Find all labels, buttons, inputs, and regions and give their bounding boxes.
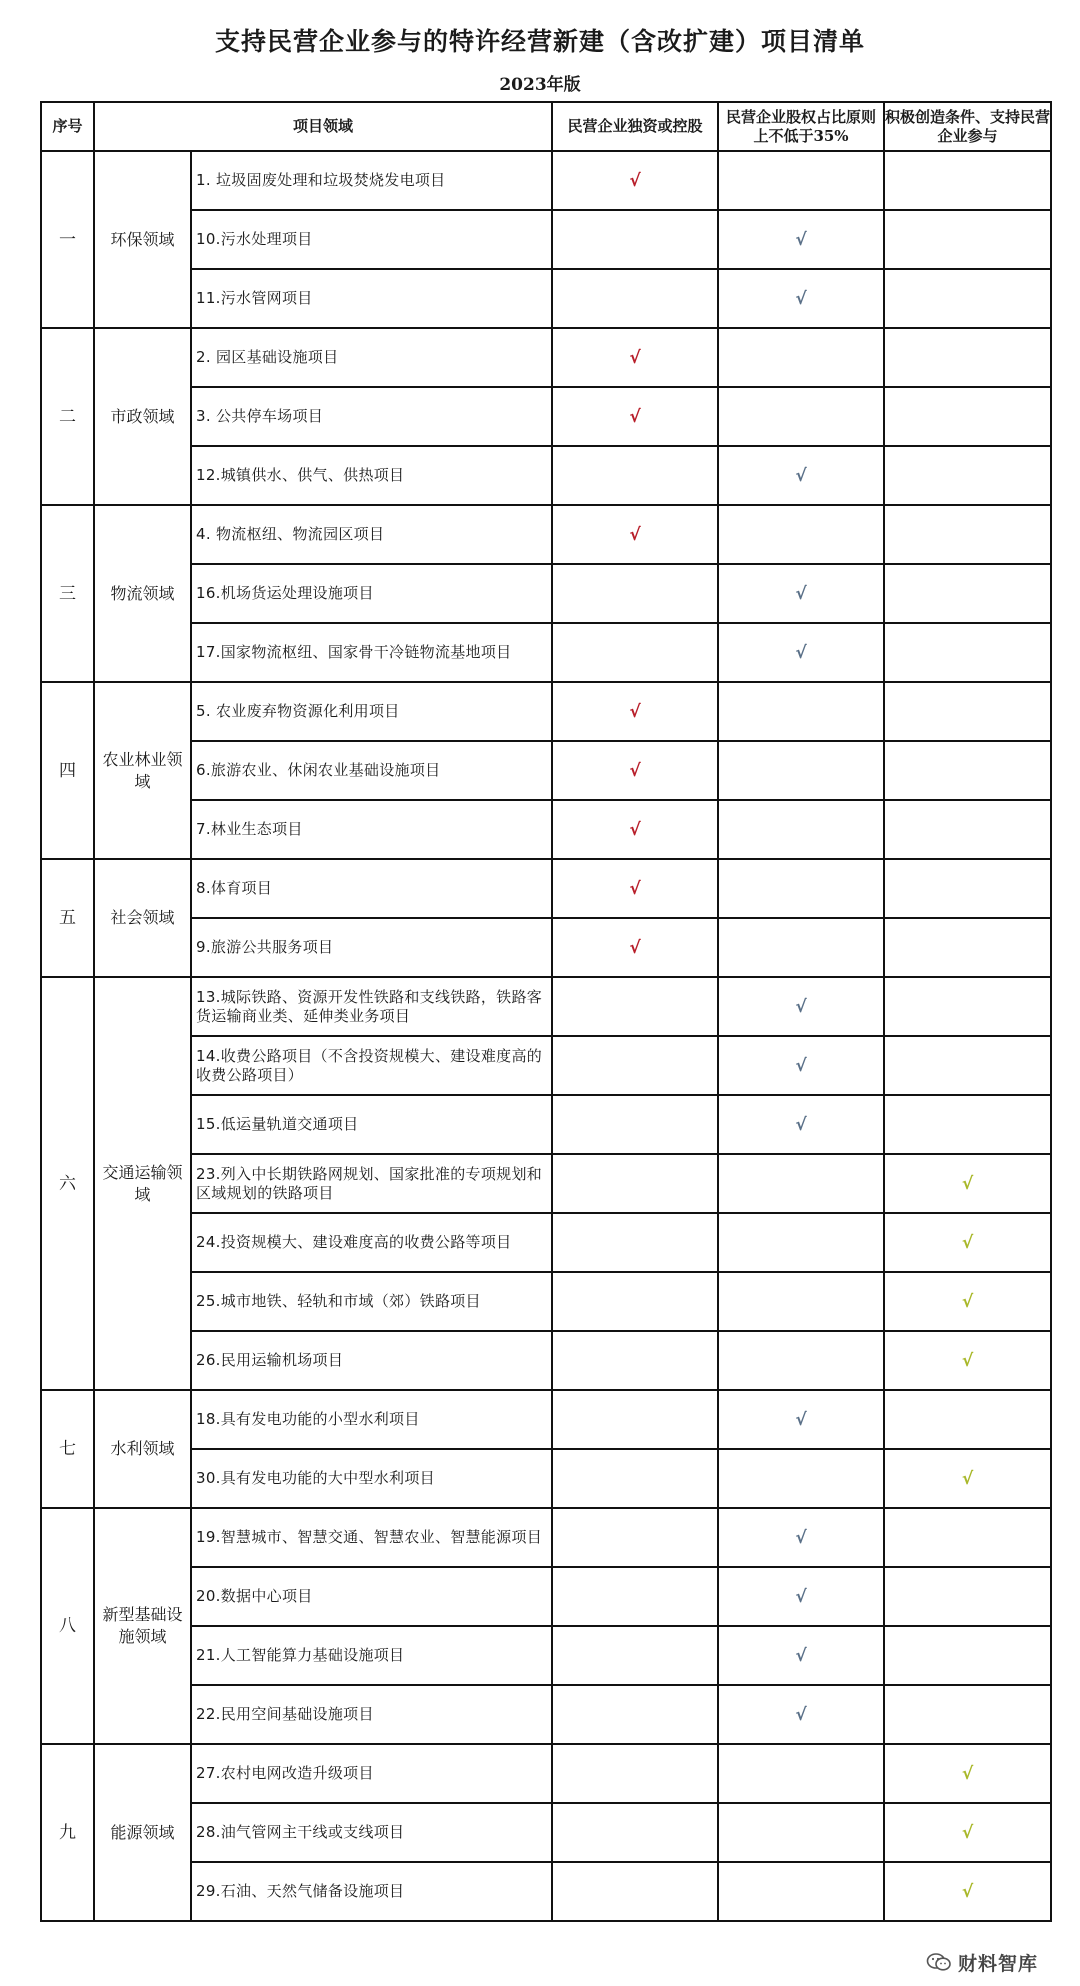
mark-cell-a bbox=[552, 1567, 718, 1626]
mark-cell-a bbox=[552, 1095, 718, 1154]
mark-cell-a bbox=[552, 1213, 718, 1272]
project-name: 6.旅游农业、休闲农业基础设施项目 bbox=[191, 741, 552, 800]
table-row bbox=[41, 1508, 1051, 1567]
mark-cell-b bbox=[718, 741, 884, 800]
mark-cell-c bbox=[884, 1685, 1051, 1744]
mark-cell-c bbox=[884, 1095, 1051, 1154]
table-row bbox=[41, 623, 1051, 682]
check-mark-icon: √ bbox=[795, 1704, 807, 1725]
group-index: 七 bbox=[41, 1390, 94, 1508]
mark-cell-b bbox=[718, 328, 884, 387]
table-row bbox=[41, 1036, 1051, 1095]
table-row bbox=[41, 1862, 1051, 1921]
mark-cell-b bbox=[718, 977, 884, 1036]
mark-cell-a bbox=[552, 918, 718, 977]
mark-cell-c bbox=[884, 682, 1051, 741]
project-name: 19.智慧城市、智慧交通、智慧农业、智慧能源项目 bbox=[191, 1508, 552, 1567]
check-mark-icon: √ bbox=[795, 642, 807, 663]
group-index: 二 bbox=[41, 328, 94, 505]
mark-cell-a bbox=[552, 859, 718, 918]
mark-cell-a bbox=[552, 564, 718, 623]
table-row bbox=[41, 800, 1051, 859]
check-mark-icon: √ bbox=[795, 1409, 807, 1430]
table-row bbox=[41, 977, 1051, 1036]
group-domain: 社会领域 bbox=[94, 859, 191, 977]
mark-cell-b bbox=[718, 1862, 884, 1921]
mark-cell-a bbox=[552, 682, 718, 741]
project-name: 24.投资规模大、建设难度高的收费公路等项目 bbox=[191, 1213, 552, 1272]
group-domain: 农业林业领域 bbox=[94, 682, 191, 859]
check-mark-icon: √ bbox=[795, 583, 807, 604]
mark-cell-c bbox=[884, 918, 1051, 977]
project-name: 9.旅游公共服务项目 bbox=[191, 918, 552, 977]
watermark bbox=[920, 1946, 1044, 1978]
mark-cell-b bbox=[718, 564, 884, 623]
mark-cell-b bbox=[718, 800, 884, 859]
check-mark-icon: √ bbox=[795, 1114, 807, 1135]
mark-cell-a bbox=[552, 1154, 718, 1213]
table-row bbox=[41, 1095, 1051, 1154]
table-row bbox=[41, 210, 1051, 269]
mark-cell-b bbox=[718, 682, 884, 741]
group-index: 九 bbox=[41, 1744, 94, 1921]
check-mark-icon: √ bbox=[795, 465, 807, 486]
mark-cell-a bbox=[552, 387, 718, 446]
mark-cell-c bbox=[884, 269, 1051, 328]
check-mark-icon: √ bbox=[629, 524, 641, 545]
table-row bbox=[41, 1685, 1051, 1744]
table-row bbox=[41, 505, 1051, 564]
table-row bbox=[41, 859, 1051, 918]
project-name: 2. 园区基础设施项目 bbox=[191, 328, 552, 387]
check-mark-icon: √ bbox=[629, 347, 641, 368]
mark-cell-a bbox=[552, 269, 718, 328]
mark-cell-b bbox=[718, 1449, 884, 1508]
mark-cell-a bbox=[552, 328, 718, 387]
group-index: 八 bbox=[41, 1508, 94, 1744]
check-mark-icon: √ bbox=[629, 819, 641, 840]
check-mark-icon: √ bbox=[961, 1468, 974, 1489]
table-row bbox=[41, 387, 1051, 446]
check-mark-icon: √ bbox=[961, 1173, 974, 1194]
mark-cell-b bbox=[718, 505, 884, 564]
mark-cell-c bbox=[884, 505, 1051, 564]
check-mark-icon: √ bbox=[629, 878, 641, 899]
group-domain: 交通运输领域 bbox=[94, 977, 191, 1390]
mark-cell-a bbox=[552, 1685, 718, 1744]
mark-cell-b bbox=[718, 151, 884, 210]
table-row bbox=[41, 1154, 1051, 1213]
mark-cell-c bbox=[884, 1272, 1051, 1331]
mark-cell-b bbox=[718, 210, 884, 269]
group-domain: 市政领域 bbox=[94, 328, 191, 505]
mark-cell-c bbox=[884, 210, 1051, 269]
mark-cell-c bbox=[884, 1213, 1051, 1272]
mark-cell-b bbox=[718, 1095, 884, 1154]
mark-cell-a bbox=[552, 210, 718, 269]
mark-cell-a bbox=[552, 1803, 718, 1862]
mark-cell-b bbox=[718, 1272, 884, 1331]
mark-cell-a bbox=[552, 1036, 718, 1095]
table-row bbox=[41, 1331, 1051, 1390]
mark-cell-c bbox=[884, 1154, 1051, 1213]
page-title: 支持民营企业参与的特许经营新建（含改扩建）项目清单 bbox=[214, 27, 865, 56]
mark-cell-a bbox=[552, 1744, 718, 1803]
project-name: 11.污水管网项目 bbox=[191, 269, 552, 328]
group-index: 四 bbox=[41, 682, 94, 859]
mark-cell-b bbox=[718, 1036, 884, 1095]
mark-cell-a bbox=[552, 1862, 718, 1921]
check-mark-icon: √ bbox=[795, 229, 807, 250]
check-mark-icon: √ bbox=[961, 1232, 974, 1253]
project-name: 1. 垃圾固废处理和垃圾焚烧发电项目 bbox=[191, 151, 552, 210]
table-row bbox=[41, 1390, 1051, 1449]
project-name: 27.农村电网改造升级项目 bbox=[191, 1744, 552, 1803]
mark-cell-b bbox=[718, 269, 884, 328]
mark-cell-c bbox=[884, 446, 1051, 505]
mark-cell-c bbox=[884, 1744, 1051, 1803]
mark-cell-c bbox=[884, 1803, 1051, 1862]
header-support-participation: 积极创造条件、支持民营企业参与 bbox=[884, 102, 1051, 151]
watermark-text: 财料智库 bbox=[957, 1952, 1038, 1975]
project-name: 14.收费公路项目（不含投资规模大、建设难度高的收费公路项目） bbox=[191, 1036, 552, 1095]
project-name: 5. 农业废弃物资源化利用项目 bbox=[191, 682, 552, 741]
mark-cell-a bbox=[552, 741, 718, 800]
group-domain: 新型基础设施领域 bbox=[94, 1508, 191, 1744]
mark-cell-b bbox=[718, 918, 884, 977]
header-private-35-percent: 民营企业股权占比原则上不低于35% bbox=[718, 102, 884, 151]
project-name: 25.城市地铁、轻轨和市域（郊）铁路项目 bbox=[191, 1272, 552, 1331]
check-mark-icon: √ bbox=[795, 996, 807, 1017]
project-name: 17.国家物流枢纽、国家骨干冷链物流基地项目 bbox=[191, 623, 552, 682]
table-row bbox=[41, 564, 1051, 623]
table-header-row bbox=[41, 102, 1051, 151]
check-mark-icon: √ bbox=[795, 1645, 807, 1666]
mark-cell-c bbox=[884, 623, 1051, 682]
group-domain: 物流领域 bbox=[94, 505, 191, 682]
mark-cell-b bbox=[718, 859, 884, 918]
check-mark-icon: √ bbox=[795, 1527, 807, 1548]
mark-cell-c bbox=[884, 1567, 1051, 1626]
mark-cell-a bbox=[552, 623, 718, 682]
project-list-table bbox=[40, 101, 1052, 1922]
project-name: 20.数据中心项目 bbox=[191, 1567, 552, 1626]
mark-cell-b bbox=[718, 1213, 884, 1272]
table-row bbox=[41, 741, 1051, 800]
mark-cell-c bbox=[884, 741, 1051, 800]
check-mark-icon: √ bbox=[961, 1763, 974, 1784]
project-name: 18.具有发电功能的小型水利项目 bbox=[191, 1390, 552, 1449]
mark-cell-c bbox=[884, 151, 1051, 210]
table-row bbox=[41, 1744, 1051, 1803]
group-index: 三 bbox=[41, 505, 94, 682]
mark-cell-c bbox=[884, 859, 1051, 918]
wechat-icon bbox=[926, 1952, 952, 1972]
header-index: 序号 bbox=[41, 102, 94, 151]
mark-cell-a bbox=[552, 977, 718, 1036]
table-body bbox=[41, 151, 1051, 1921]
table-row bbox=[41, 151, 1051, 210]
mark-cell-b bbox=[718, 1331, 884, 1390]
group-index: 五 bbox=[41, 859, 94, 977]
mark-cell-c bbox=[884, 1036, 1051, 1095]
mark-cell-b bbox=[718, 1567, 884, 1626]
project-name: 26.民用运输机场项目 bbox=[191, 1331, 552, 1390]
project-name: 15.低运量轨道交通项目 bbox=[191, 1095, 552, 1154]
group-domain: 环保领域 bbox=[94, 151, 191, 328]
table-row bbox=[41, 1213, 1051, 1272]
project-name: 3. 公共停车场项目 bbox=[191, 387, 552, 446]
group-domain: 水利领域 bbox=[94, 1390, 191, 1508]
table-row bbox=[41, 1626, 1051, 1685]
mark-cell-c bbox=[884, 564, 1051, 623]
mark-cell-c bbox=[884, 1508, 1051, 1567]
check-mark-icon: √ bbox=[795, 288, 807, 309]
table-row bbox=[41, 1272, 1051, 1331]
check-mark-icon: √ bbox=[961, 1881, 974, 1902]
mark-cell-b bbox=[718, 1685, 884, 1744]
project-name: 16.机场货运处理设施项目 bbox=[191, 564, 552, 623]
project-name: 23.列入中长期铁路网规划、国家批准的专项规划和区域规划的铁路项目 bbox=[191, 1154, 552, 1213]
check-mark-icon: √ bbox=[961, 1822, 974, 1843]
mark-cell-b bbox=[718, 446, 884, 505]
mark-cell-a bbox=[552, 151, 718, 210]
mark-cell-a bbox=[552, 1272, 718, 1331]
table-row bbox=[41, 269, 1051, 328]
check-mark-icon: √ bbox=[629, 760, 641, 781]
mark-cell-a bbox=[552, 1449, 718, 1508]
check-mark-icon: √ bbox=[629, 170, 641, 191]
mark-cell-b bbox=[718, 1390, 884, 1449]
table-row bbox=[41, 918, 1051, 977]
table-row bbox=[41, 1567, 1051, 1626]
project-name: 22.民用空间基础设施项目 bbox=[191, 1685, 552, 1744]
mark-cell-c bbox=[884, 328, 1051, 387]
table-row bbox=[41, 682, 1051, 741]
project-name: 28.油气管网主干线或支线项目 bbox=[191, 1803, 552, 1862]
project-name: 30.具有发电功能的大中型水利项目 bbox=[191, 1449, 552, 1508]
project-name: 12.城镇供水、供气、供热项目 bbox=[191, 446, 552, 505]
mark-cell-b bbox=[718, 1626, 884, 1685]
mark-cell-c bbox=[884, 1449, 1051, 1508]
mark-cell-c bbox=[884, 387, 1051, 446]
mark-cell-a bbox=[552, 446, 718, 505]
mark-cell-c bbox=[884, 977, 1051, 1036]
header-field: 项目领域 bbox=[94, 102, 552, 151]
table-row bbox=[41, 1803, 1051, 1862]
mark-cell-c bbox=[884, 1331, 1051, 1390]
mark-cell-c bbox=[884, 1626, 1051, 1685]
mark-cell-c bbox=[884, 800, 1051, 859]
project-name: 13.城际铁路、资源开发性铁路和支线铁路，铁路客货运输商业类、延伸类业务项目 bbox=[191, 977, 552, 1036]
check-mark-icon: √ bbox=[629, 406, 641, 427]
group-index: 六 bbox=[41, 977, 94, 1390]
header-private-controlled: 民营企业独资或控股 bbox=[552, 102, 718, 151]
group-domain: 能源领域 bbox=[94, 1744, 191, 1921]
table-row bbox=[41, 446, 1051, 505]
mark-cell-c bbox=[884, 1390, 1051, 1449]
check-mark-icon: √ bbox=[961, 1350, 974, 1371]
check-mark-icon: √ bbox=[795, 1055, 807, 1076]
mark-cell-a bbox=[552, 800, 718, 859]
mark-cell-a bbox=[552, 1390, 718, 1449]
mark-cell-a bbox=[552, 1626, 718, 1685]
check-mark-icon: √ bbox=[795, 1586, 807, 1607]
mark-cell-b bbox=[718, 1744, 884, 1803]
table-row bbox=[41, 1449, 1051, 1508]
project-name: 29.石油、天然气储备设施项目 bbox=[191, 1862, 552, 1921]
check-mark-icon: √ bbox=[629, 937, 641, 958]
check-mark-icon: √ bbox=[629, 701, 641, 722]
project-name: 10.污水处理项目 bbox=[191, 210, 552, 269]
mark-cell-b bbox=[718, 623, 884, 682]
project-name: 4. 物流枢纽、物流园区项目 bbox=[191, 505, 552, 564]
mark-cell-a bbox=[552, 1331, 718, 1390]
mark-cell-a bbox=[552, 1508, 718, 1567]
table-row bbox=[41, 328, 1051, 387]
group-index: 一 bbox=[41, 151, 94, 328]
mark-cell-b bbox=[718, 387, 884, 446]
project-name: 8.体育项目 bbox=[191, 859, 552, 918]
mark-cell-b bbox=[718, 1154, 884, 1213]
project-name: 21.人工智能算力基础设施项目 bbox=[191, 1626, 552, 1685]
mark-cell-b bbox=[718, 1508, 884, 1567]
page-subtitle: 2023年版 bbox=[499, 75, 581, 95]
mark-cell-a bbox=[552, 505, 718, 564]
project-name: 7.林业生态项目 bbox=[191, 800, 552, 859]
mark-cell-b bbox=[718, 1803, 884, 1862]
check-mark-icon: √ bbox=[961, 1291, 974, 1312]
mark-cell-c bbox=[884, 1862, 1051, 1921]
